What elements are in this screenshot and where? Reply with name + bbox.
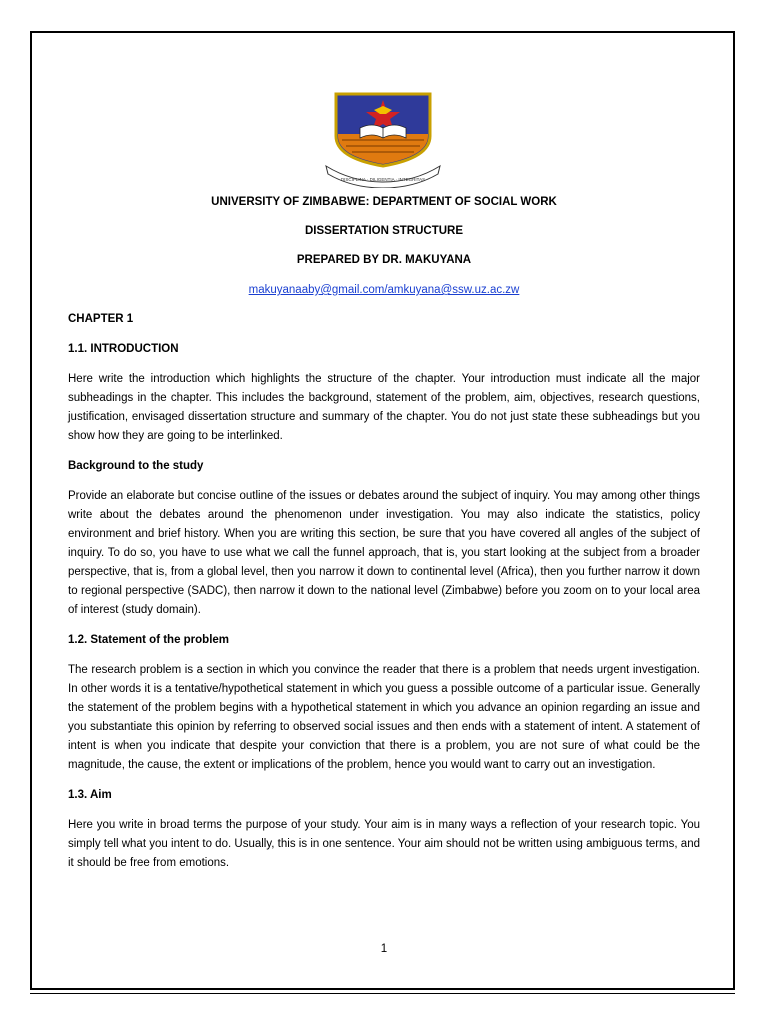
university-crest: [322, 88, 444, 188]
svg-text:DISCIPLINA · DILIGENTIA · INTE: DISCIPLINA · DILIGENTIA · INTEGRITAS: [340, 177, 426, 182]
page-border-double-line: [30, 993, 735, 994]
section-paragraph: Here you write in broad terms the purpose of your study. Your aim is in many ways a reflection of your research topic. You simply tell what you intent to do. Usually, this is in one sentence. Your aim should not be written using ambiguous terms, and it should be free from emotions.: [68, 819, 700, 869]
section-heading: 1.2. Statement of the problem: [68, 634, 230, 646]
section-paragraph: Provide an elaborate but concise outline of the issues or debates around the subject of inquiry. You may among other things write about the debates around the phenomenon under investigation. You may also indicate the statistics, policy environment and brief history. When you are writing this section, be sure that you have covered all angles of the subject of inquiry. To do so, you have to use what we call the funnel approach, that is, you start looking at the subject from a broader perspective, that is, from a global level, then you narrow it down to continental level (Africa), then you further narrow it down to regional perspective (SADC), then narrow it down to the national level (Zimbabwe) before you zoom on to your local area of interest (study domain).: [68, 490, 700, 616]
section-paragraph: Here write the introduction which highlights the structure of the chapter. Your introduction must indicate all the major subheadings in the chapter. This includes the background, statement of the problem, aim, objectives, research questions, justification, envisaged dissertation structure and summary of the chapter. You do not just state these subheadings but you show how they are going to be interlinked.: [68, 373, 700, 442]
section-heading: 1.3. Aim: [68, 789, 112, 801]
section-heading: 1.1. INTRODUCTION: [68, 343, 179, 355]
university-heading: UNIVERSITY OF ZIMBABWE: DEPARTMENT OF SOCIAL WORK: [211, 196, 557, 208]
document-body: [68, 310, 700, 884]
author-email-link[interactable]: makuyanaaby@gmail.com/amkuyana@ssw.uz.ac.zw: [248, 284, 520, 296]
document-title: DISSERTATION STRUCTURE: [304, 225, 464, 237]
section-heading: Background to the study: [68, 460, 204, 472]
prepared-by: PREPARED BY DR. MAKUYANA: [296, 254, 472, 266]
section-paragraph: The research problem is a section in which you convince the reader that there is a problem that needs urgent investigation. In other words it is a tentative/hypothetical statement in which you guess a possible outcome of a particular issue. Generally the statement of the problem begins with a hypothetical statement in which you advance an opinion regarding an issue and you substantiate this opinion by referring to observed social issues and then ends with a statement of intent. A statement of intent is when you indicate that despite your conviction that there is a problem, you are not sure of what could be the magnitude, the cause, the extent or implications of the problem, hence you would want to carry out an investigation.: [68, 664, 700, 771]
chapter-title: CHAPTER 1: [68, 313, 134, 325]
page-number: 1: [380, 943, 388, 955]
